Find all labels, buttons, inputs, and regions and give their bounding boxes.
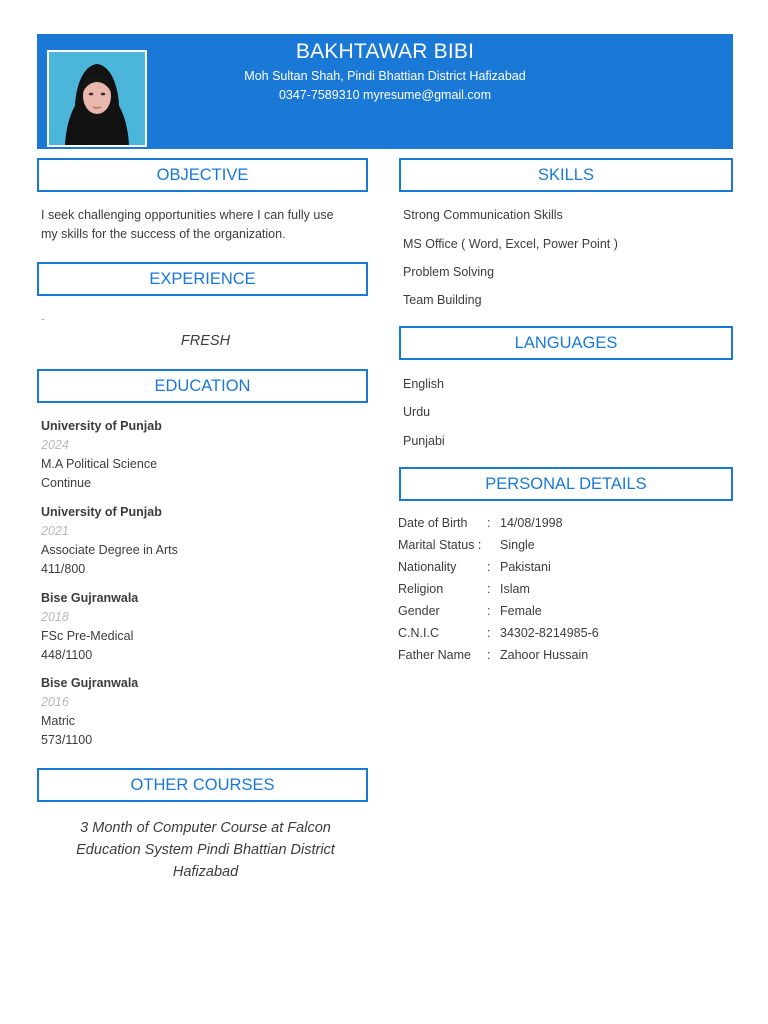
personal-label: C.N.I.C bbox=[398, 626, 439, 640]
education-result: Continue bbox=[41, 476, 92, 490]
personal-value: Islam bbox=[500, 582, 530, 596]
experience-dash: - bbox=[41, 312, 46, 326]
education-institution: Bise Gujranwala bbox=[41, 591, 139, 605]
personal-colon: : bbox=[487, 516, 491, 530]
education-degree: M.A Political Science bbox=[41, 457, 158, 471]
personal-details-heading: PERSONAL DETAILS bbox=[399, 467, 733, 501]
objective-line-2: my skills for the success of the organization. bbox=[41, 227, 286, 241]
language-item: Punjabi bbox=[403, 434, 445, 448]
candidate-name: BAKHTAWAR BIBI bbox=[295, 40, 475, 63]
objective-heading: OBJECTIVE bbox=[37, 158, 368, 192]
language-item: Urdu bbox=[403, 405, 431, 419]
experience-heading: EXPERIENCE bbox=[37, 262, 368, 296]
personal-colon: : bbox=[487, 648, 491, 662]
education-result: 573/1100 bbox=[41, 733, 93, 747]
education-result: 411/800 bbox=[41, 562, 86, 576]
personal-label: Gender bbox=[398, 604, 440, 618]
education-institution: Bise Gujranwala bbox=[41, 676, 139, 690]
personal-value: Zahoor Hussain bbox=[500, 648, 589, 662]
personal-label: Religion bbox=[398, 582, 444, 596]
candidate-address: Moh Sultan Shah, Pindi Bhattian District Hafizabad bbox=[244, 69, 526, 83]
other-courses-line-3: Hafizabad bbox=[172, 864, 239, 880]
personal-value: Single bbox=[500, 538, 535, 552]
education-degree: Matric bbox=[41, 714, 76, 728]
personal-value: Female bbox=[500, 604, 542, 618]
skill-item: Problem Solving bbox=[403, 265, 495, 279]
education-year: 2024 bbox=[41, 438, 69, 452]
personal-colon: : bbox=[487, 604, 491, 618]
personal-label: Date of Birth bbox=[398, 516, 468, 530]
personal-colon: : bbox=[487, 626, 491, 640]
personal-label: Father Name bbox=[398, 648, 471, 662]
personal-value: Pakistani bbox=[500, 560, 551, 574]
personal-colon: : bbox=[487, 582, 491, 596]
skills-heading: SKILLS bbox=[399, 158, 733, 192]
other-courses-line-1: 3 Month of Computer Course at Falcon bbox=[80, 820, 331, 836]
education-institution: University of Punjab bbox=[41, 419, 162, 433]
education-degree: FSc Pre-Medical bbox=[41, 629, 134, 643]
experience-status: FRESH bbox=[180, 333, 231, 349]
personal-label: Marital Status : bbox=[398, 538, 482, 552]
education-heading: EDUCATION bbox=[37, 369, 368, 403]
skill-item: Team Building bbox=[403, 293, 482, 307]
candidate-contact: 0347-7589310 myresume@gmail.com bbox=[278, 88, 492, 102]
personal-label: Nationality bbox=[398, 560, 457, 574]
education-institution: University of Punjab bbox=[41, 505, 162, 519]
education-year: 2021 bbox=[41, 524, 69, 538]
education-result: 448/1100 bbox=[41, 648, 93, 662]
education-degree: Associate Degree in Arts bbox=[41, 543, 178, 557]
personal-value: 34302-8214985-6 bbox=[500, 626, 599, 640]
objective-line-1: I seek challenging opportunities where I can fully use bbox=[41, 208, 334, 222]
other-courses-line-2: Education System Pindi Bhattian District bbox=[76, 842, 335, 858]
skill-item: Strong Communication Skills bbox=[403, 208, 563, 222]
other-courses-heading: OTHER COURSES bbox=[37, 768, 368, 802]
skill-item: MS Office ( Word, Excel, Power Point ) bbox=[403, 237, 618, 251]
education-year: 2016 bbox=[41, 695, 69, 709]
education-year: 2018 bbox=[41, 610, 69, 624]
resume-header bbox=[37, 34, 733, 149]
language-item: English bbox=[403, 377, 444, 391]
personal-value: 14/08/1998 bbox=[500, 516, 563, 530]
personal-colon: : bbox=[487, 560, 491, 574]
languages-heading: LANGUAGES bbox=[399, 326, 733, 360]
